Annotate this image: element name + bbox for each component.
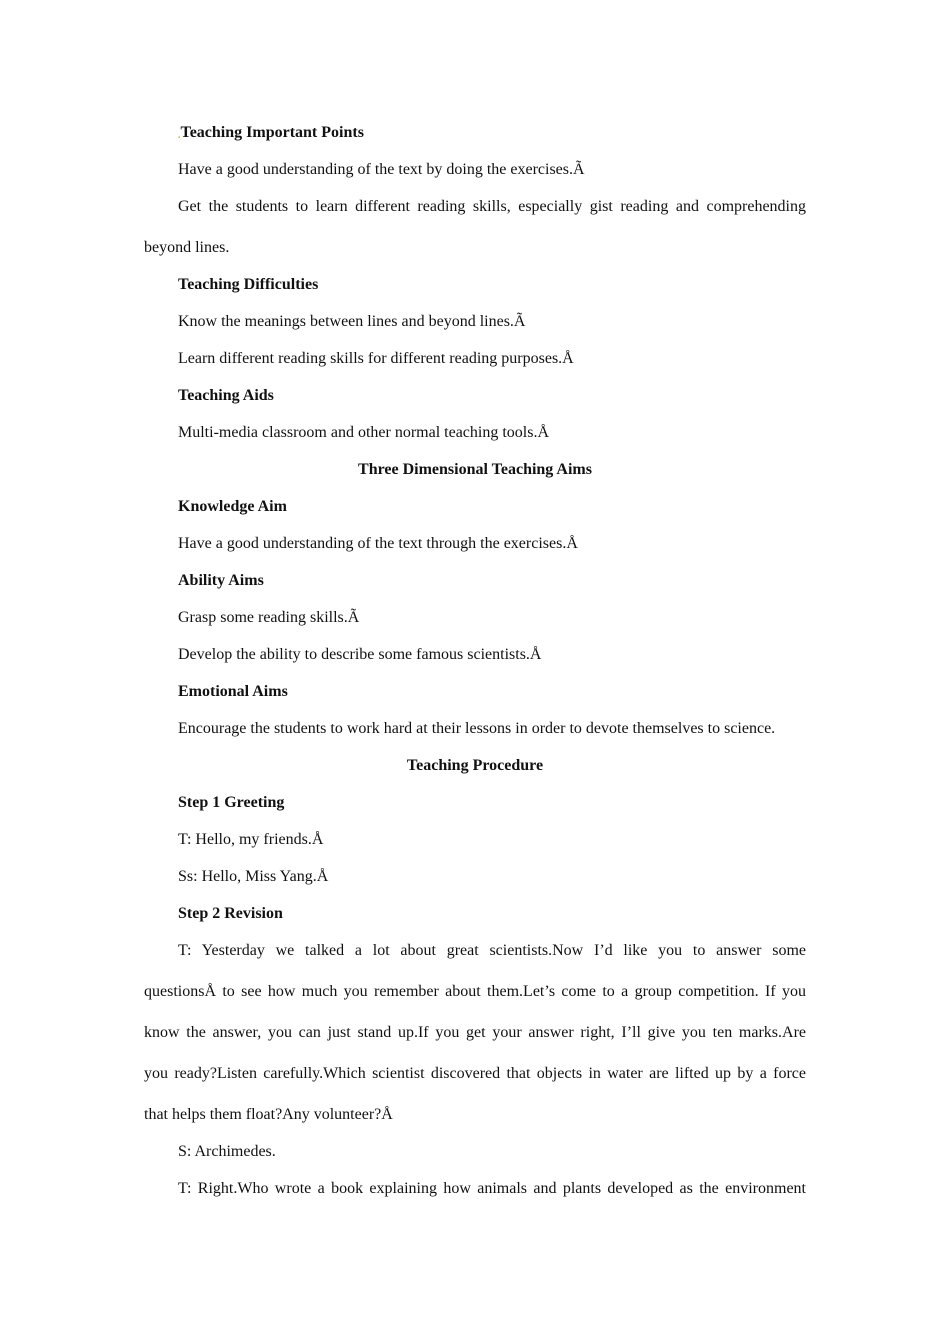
heading-step-2-revision: Step 2 Revision (178, 905, 283, 922)
paragraph-line: T: Yesterday we talked a lot about great scientists.Now I’d like you to answer some (178, 942, 806, 959)
paragraph-line: Get the students to learn different reading skills, especially gist reading and comprehending (178, 198, 806, 215)
paragraph-line: that helps them float?Any volunteer?Å (144, 1106, 393, 1123)
heading-teaching-difficulties: Teaching Difficulties (178, 276, 319, 293)
heading-text: Teaching Important Points (180, 124, 364, 141)
paragraph: Learn different reading skills for different reading purposes.Å (178, 350, 574, 367)
dialogue-line: S: Archimedes. (178, 1143, 276, 1160)
paragraph-line: beyond lines. (144, 239, 230, 256)
paragraph: Encourage the students to work hard at their lessons in order to devote themselves to science. (178, 720, 776, 737)
paragraph: Have a good understanding of the text by doing the exercises.Ã (178, 161, 585, 178)
paragraph: Grasp some reading skills.Ã (178, 609, 360, 626)
paragraph-line: questionsÅ to see how much you remember about them.Let’s come to a group competition. If you (144, 983, 806, 1000)
heading-teaching-aids: Teaching Aids (178, 387, 274, 404)
paragraph: Multi-media classroom and other normal teaching tools.Å (178, 424, 550, 441)
heading-ability-aims: Ability Aims (178, 572, 264, 589)
paragraph-line: T: Right.Who wrote a book explaining how animals and plants developed as the environment (178, 1180, 806, 1197)
dialogue-line: Ss: Hello, Miss Yang.Å (178, 868, 329, 885)
paragraph: Have a good understanding of the text through the exercises.Å (178, 535, 578, 552)
heading-step-1-greeting: Step 1 Greeting (178, 794, 285, 811)
section-title-three-dimensional-teaching-aims: Three Dimensional Teaching Aims (358, 461, 592, 478)
paragraph-line: you ready?Listen carefully.Which scientist discovered that objects in water are lifted up by a force (144, 1065, 806, 1082)
bullet-marker: . (178, 130, 181, 141)
section-title-teaching-procedure: Teaching Procedure (406, 757, 544, 774)
paragraph-line: know the answer, you can just stand up.If you get your answer right, I’ll give you ten marks.Are (144, 1024, 806, 1041)
heading-teaching-important-points (144, 118, 806, 155)
paragraph: Develop the ability to describe some famous scientists.Å (178, 646, 542, 663)
document-page (144, 118, 806, 1211)
dialogue-line: T: Hello, my friends.Å (178, 831, 324, 848)
paragraph: Know the meanings between lines and beyond lines.Ã (178, 313, 526, 330)
heading-knowledge-aim: Knowledge Aim (178, 498, 287, 515)
heading-emotional-aims: Emotional Aims (178, 683, 288, 700)
